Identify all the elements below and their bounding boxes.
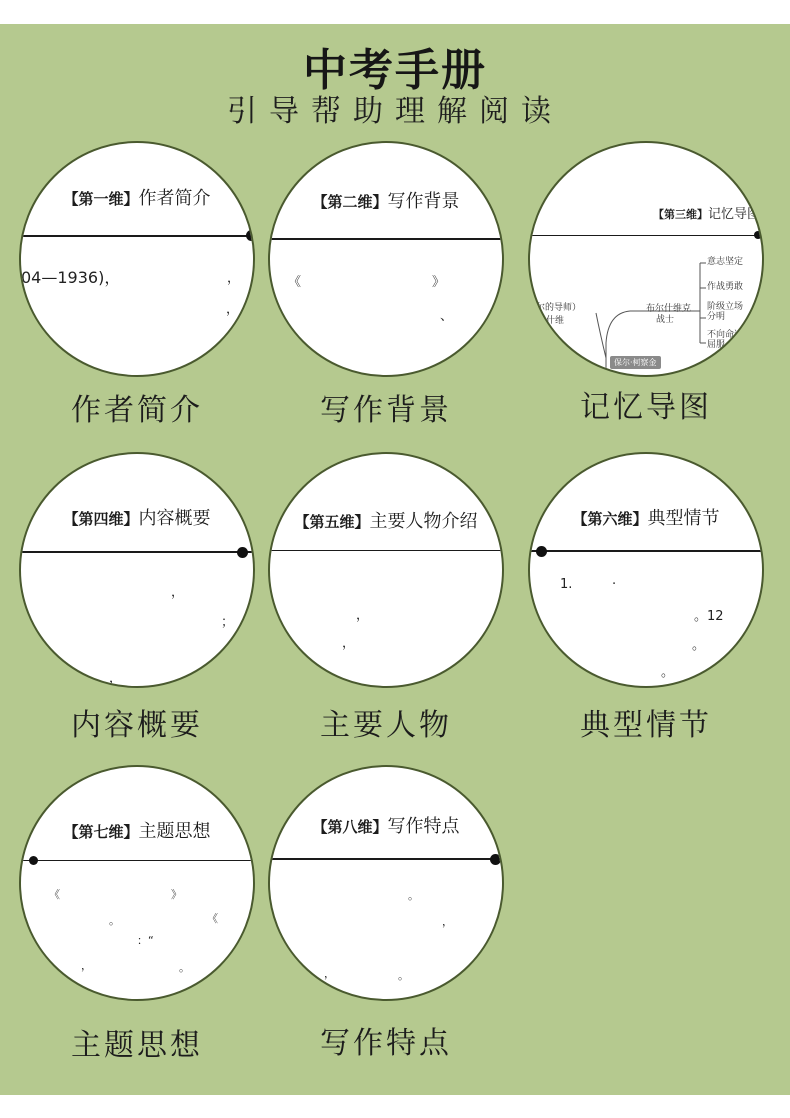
mind-map-node: 作战勇敢 bbox=[707, 282, 744, 292]
card-heading: 【第一维】作者简介 bbox=[63, 188, 211, 209]
text-fragment: ， bbox=[181, 981, 192, 994]
divider-line bbox=[270, 858, 502, 860]
divider-line bbox=[21, 551, 253, 553]
text-fragment: ， bbox=[227, 271, 241, 286]
line-dot bbox=[536, 546, 547, 557]
mind-map-node: 不向命运 bbox=[707, 330, 744, 340]
caption-writing-background: 写作背景 bbox=[320, 393, 452, 428]
divider-line bbox=[530, 550, 762, 552]
card-theme[interactable] bbox=[19, 765, 255, 1001]
mind-map-node: 阶级立场 bbox=[707, 302, 744, 312]
card-mind-map[interactable] bbox=[528, 141, 764, 377]
text-fragment: 。 bbox=[692, 638, 706, 653]
text-fragment: 《 bbox=[207, 912, 218, 925]
text-fragment: 。 bbox=[179, 961, 190, 974]
caption-main-characters: 主要人物 bbox=[320, 708, 452, 743]
card-heading: 【第三维】记忆导图 bbox=[652, 207, 760, 222]
mind-map-node: 什维 bbox=[546, 316, 565, 326]
text-fragment: 。 bbox=[109, 914, 120, 927]
text-fragment: 《 bbox=[288, 275, 302, 290]
card-content-summary[interactable] bbox=[19, 452, 255, 688]
text-fragment: 。12 bbox=[694, 609, 724, 624]
mind-map-node: 尔的导师） bbox=[536, 303, 582, 313]
page-title: 中考手册 bbox=[303, 45, 487, 96]
card-author-intro[interactable] bbox=[19, 141, 255, 377]
caption-theme: 主题思想 bbox=[71, 1028, 203, 1063]
caption-mind-map: 记忆导图 bbox=[580, 390, 712, 425]
page-subtitle: 引导帮助理解阅读 bbox=[227, 94, 563, 129]
text-fragment: 1. bbox=[560, 577, 573, 592]
card-heading: 【第五维】主要人物介绍 bbox=[294, 511, 478, 532]
mind-map-node: 布尔什维克 bbox=[646, 304, 692, 314]
text-fragment: 。 bbox=[661, 665, 675, 680]
text-fragment: ， bbox=[324, 967, 335, 980]
text-fragment: ， bbox=[171, 585, 185, 600]
line-dot bbox=[237, 547, 248, 558]
divider-line bbox=[21, 860, 253, 861]
text-fragment: ， bbox=[356, 608, 370, 623]
card-heading: 【第二维】写作背景 bbox=[312, 191, 460, 212]
caption-typical-plot: 典型情节 bbox=[580, 708, 712, 743]
mind-map-center-badge: 保尔·柯察金 bbox=[610, 356, 661, 369]
caption-content-summary: 内容概要 bbox=[71, 708, 203, 743]
mind-map-node: 分明 bbox=[707, 312, 726, 322]
card-heading: 【第六维】典型情节 bbox=[572, 508, 720, 529]
text-fragment: ：“ bbox=[137, 934, 154, 947]
mind-map-node: 战士 bbox=[656, 315, 675, 325]
card-writing-background[interactable] bbox=[268, 141, 504, 377]
text-fragment: · bbox=[612, 577, 617, 592]
text-fragment: ， bbox=[81, 959, 92, 972]
card-heading: 【第四维】内容概要 bbox=[63, 508, 211, 529]
text-fragment: ， bbox=[342, 636, 356, 651]
text-fragment: 、 bbox=[440, 309, 454, 324]
card-heading: 【第七维】主题思想 bbox=[63, 821, 211, 842]
line-dot bbox=[490, 854, 501, 865]
line-dot bbox=[29, 856, 38, 865]
caption-author-intro: 作者简介 bbox=[71, 393, 203, 428]
text-fragment: 。 bbox=[408, 889, 419, 902]
card-heading: 【第八维】写作特点 bbox=[312, 816, 460, 837]
text-fragment: 》 bbox=[432, 275, 446, 290]
divider-line bbox=[21, 235, 253, 237]
mind-map-node: 屈服 bbox=[707, 340, 726, 350]
text-fragment: 《 bbox=[49, 888, 60, 901]
text-fragment: ， bbox=[109, 671, 123, 686]
card-writing-features[interactable] bbox=[268, 765, 504, 1001]
card-main-characters[interactable] bbox=[268, 452, 504, 688]
caption-writing-features: 写作特点 bbox=[320, 1026, 452, 1061]
text-fragment: ， bbox=[442, 915, 453, 928]
mind-map-node: 意志坚定 bbox=[707, 257, 744, 267]
card-typical-plot[interactable] bbox=[528, 452, 764, 688]
text-fragment: ； bbox=[221, 615, 235, 630]
divider-line bbox=[270, 550, 502, 551]
divider-line bbox=[270, 238, 502, 240]
text-fragment: 》 bbox=[171, 888, 182, 901]
text-fragment: 。 bbox=[398, 969, 409, 982]
text-fragment: 04—1936)， bbox=[21, 268, 121, 287]
text-fragment: ， bbox=[226, 302, 240, 317]
